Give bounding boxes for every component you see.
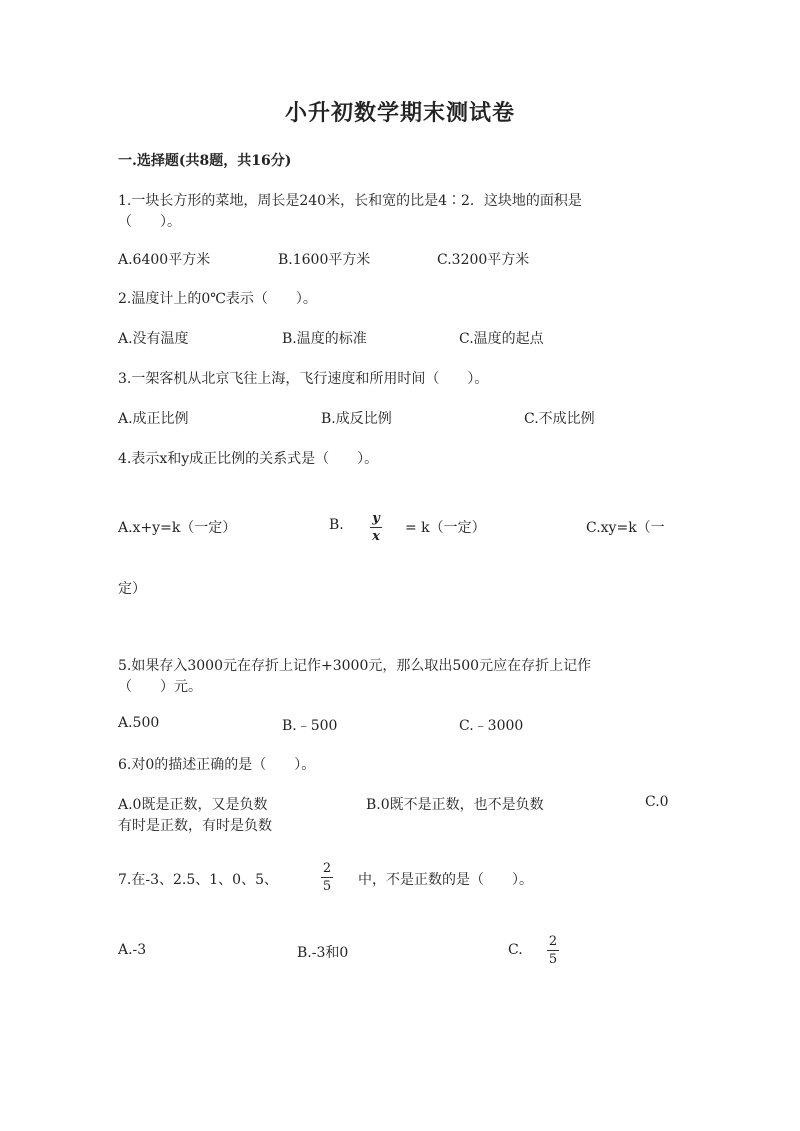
question-2-option-a: A.没有温度: [118, 331, 189, 347]
question-2-option-c: C.温度的起点: [459, 331, 544, 347]
question-5-stem: 5.如果存入3000元在存折上记作+3000元，那么取出500元应在存折上记作: [118, 658, 592, 674]
fraction-two-fifths: [321, 862, 333, 893]
question-5-option-c: C.﹣3000: [459, 718, 524, 734]
question-4-option-a: A.x+y=k（一定）: [118, 520, 237, 536]
question-7-option-c: C.: [508, 942, 523, 958]
question-3-stem: 3.一架客机从北京飞往上海，飞行速度和所用时间（ ）。: [118, 371, 489, 387]
fraction-denominator: x: [372, 529, 380, 544]
question-7-option-b: B.-3和0: [297, 945, 349, 961]
question-1-option-c: C.3200平方米: [437, 252, 530, 268]
question-7-stem-end: 中，不是正数的是（ ）。: [358, 872, 533, 888]
question-4-option-c-cont: 定）: [118, 581, 146, 597]
question-2-stem: 2.温度计上的0℃表示（ ）。: [118, 291, 317, 307]
fraction-bar: [547, 950, 559, 951]
question-7-stem-start: 7.在-3、2.5、1、0、5、: [118, 872, 278, 888]
question-4-stem: 4.表示x和y成正比例的关系式是（ ）。: [118, 451, 379, 467]
fraction-numerator: 2: [322, 861, 332, 876]
question-6-option-c-cont: 有时是正数，有时是负数: [118, 818, 272, 834]
question-1-stem-cont: （ ）。: [118, 214, 181, 230]
question-4-option-c: C.xy=k（一: [586, 520, 665, 536]
question-6-stem: 6.对0的描述正确的是（ ）。: [118, 757, 316, 773]
fraction-bar: [370, 527, 382, 528]
question-4-option-b: B.: [329, 517, 344, 533]
question-1-option-b: B.1600平方米: [278, 252, 371, 268]
fraction-bar: [321, 877, 333, 878]
question-3-option-c: C.不成比例: [524, 411, 595, 427]
question-1-option-a: A.6400平方米: [118, 252, 211, 268]
question-4-option-b-rest: = k（一定）: [405, 520, 486, 536]
question-3-option-b: B.成反比例: [321, 411, 392, 427]
fraction-y-over-x: [370, 512, 382, 543]
question-6-option-b: B.0既不是正数，也不是负数: [366, 797, 544, 813]
page-title: 小升初数学期末测试卷: [284, 100, 515, 126]
question-7-option-a: A.-3: [118, 942, 147, 958]
question-5-option-a: A.500: [118, 715, 160, 731]
question-5-stem-cont: （ ）元。: [118, 679, 202, 695]
fraction-two-fifths-option: [547, 935, 559, 966]
fraction-denominator: 5: [548, 952, 558, 967]
question-2-option-b: B.温度的标准: [282, 331, 367, 347]
question-3-option-a: A.成正比例: [118, 411, 189, 427]
fraction-denominator: 5: [322, 879, 332, 894]
section-heading: 一.选择题(共8题，共16分): [118, 153, 292, 169]
fraction-numerator: y: [372, 511, 380, 526]
question-6-option-c: C.0: [645, 794, 669, 810]
question-5-option-b: B.﹣500: [282, 718, 338, 734]
question-6-option-a: A.0既是正数，又是负数: [118, 797, 268, 813]
fraction-numerator: 2: [548, 934, 558, 949]
question-1-stem: 1.一块长方形的菜地，周长是240米，长和宽的比是4∶2．这块地的面积是: [118, 193, 582, 209]
